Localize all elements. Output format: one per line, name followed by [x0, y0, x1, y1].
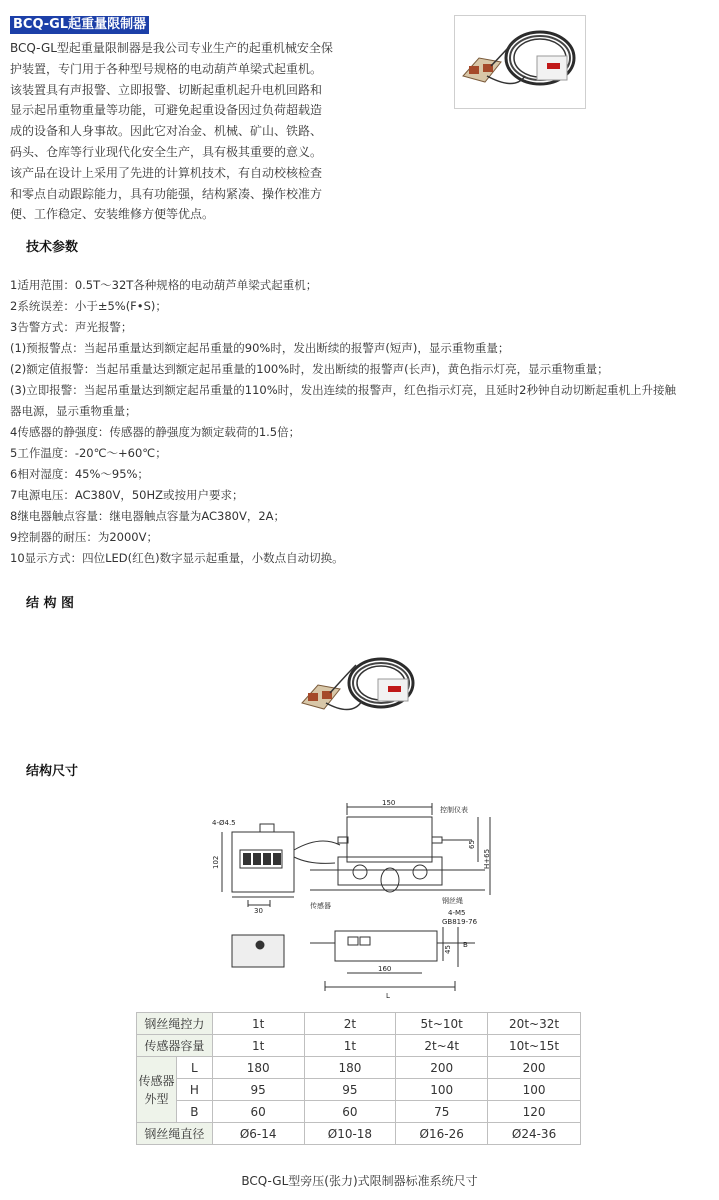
drawing-label: H+65	[483, 848, 491, 869]
table-row	[137, 1057, 581, 1079]
table-cell-dim: L	[176, 1057, 212, 1079]
section-heading-dimensions: 结构尺寸	[26, 764, 79, 779]
param-line: 8继电器触点容量：继电器触点容量为AC380V，2A；	[10, 509, 286, 523]
drawing-label: L	[386, 992, 390, 1000]
intro-line: 该产品在设计上采用了先进的计算机技术，有自动校核检查	[10, 165, 323, 180]
drawing-label: 150	[382, 799, 396, 807]
intro-line: 成的设备和人身事故。因此它对冶金、机械、矿山、铁路、	[10, 124, 323, 139]
drawing-label: 4-Ø4.5	[212, 819, 236, 827]
intro-line: 和零点自动跟踪能力，具有功能强，结构紧凑、操作校准方	[10, 186, 323, 201]
intro-line: 便、工作稳定、安装维修方便等优点。	[10, 207, 215, 222]
param-line: 7电源电压：AC380V，50HZ或按用户要求；	[10, 488, 244, 502]
table-cell-label: 传感器外型	[137, 1057, 177, 1123]
table-cell-label: 钢丝绳直径	[137, 1123, 213, 1145]
table-cell: 100	[396, 1079, 488, 1101]
params-list	[10, 275, 715, 569]
table-cell: 75	[396, 1101, 488, 1123]
param-line: 2系统误差：小于±5%(F•S)；	[10, 299, 167, 313]
table-cell: Ø24-36	[488, 1123, 581, 1145]
intro-line: 该装置具有声报警、立即报警、切断起重机起升电机回路和	[10, 82, 323, 97]
table-cell: 2t	[304, 1013, 396, 1035]
table-caption: BCQ-GL型旁压(张力)式限制器标准系统尺寸	[241, 1174, 478, 1188]
param-line: 1适用范围：0.5T～32T各种规格的电动葫芦单梁式起重机；	[10, 278, 318, 292]
table-cell: Ø6-14	[212, 1123, 304, 1145]
table-cell: 180	[304, 1057, 396, 1079]
intro-line: 显示起吊重物重量等功能，可避免起重设备因过负荷超载造	[10, 103, 323, 118]
drawing-label: 102	[212, 855, 220, 869]
drawing-label: 传感器	[310, 902, 331, 910]
intro-line: BCQ-GL型起重量限制器是我公司专业生产的起重机械安全保	[10, 41, 333, 55]
param-line: (1)预报警点：当起吊重量达到额定起吊重量的90%时，发出断续的报警声(短声)，显示重物重量；	[10, 341, 510, 355]
drawing-label: GB819-76	[442, 918, 478, 926]
param-line: (2)额定值报警：当起吊重量达到额定起吊重量的100%时，发出断续的报警声(长声)，黄色指示灯亮，显示重物重量；	[10, 362, 609, 376]
table-cell: 5t~10t	[396, 1013, 488, 1035]
drawing-label: 45	[444, 945, 452, 954]
table-cell-label: 钢丝绳控力	[137, 1013, 213, 1035]
table-cell: 10t~15t	[488, 1035, 581, 1057]
product-photo-top	[454, 15, 586, 109]
drawing-label: B	[463, 941, 468, 949]
table-cell: Ø16-26	[396, 1123, 488, 1145]
section-heading-structure: 结 构 图	[26, 596, 75, 611]
param-line: 9控制器的耐压：为2000V；	[10, 530, 158, 544]
table-row	[137, 1013, 581, 1035]
table-cell-label: 传感器容量	[137, 1035, 213, 1057]
table-cell: 95	[212, 1079, 304, 1101]
drawing-label: 30	[254, 907, 263, 915]
param-line: 4传感器的静强度：传感器的静强度为额定载荷的1.5倍；	[10, 425, 301, 439]
param-line: 5工作温度：-20℃～+60℃；	[10, 446, 167, 460]
drawing-label: 控制仪表	[440, 806, 468, 814]
drawing-label: 钢丝绳	[442, 897, 463, 905]
page-title: BCQ-GL起重量限制器	[10, 16, 149, 34]
drawing-label: 4-M5	[448, 909, 466, 917]
table-row	[137, 1123, 581, 1145]
section-heading-params: 技术参数	[26, 240, 79, 255]
table-cell: 60	[304, 1101, 396, 1123]
param-line: 10显示方式：四位LED(红色)数字显示起重量，小数点自动切换。	[10, 551, 344, 565]
table-cell-dim: B	[176, 1101, 212, 1123]
table-cell: 2t~4t	[396, 1035, 488, 1057]
param-line: (3)立即报警：当起吊重量达到额定起吊重量的110%时，发出连续的报警声，红色指示灯亮，且延时2秒钟自动切断起重机上升接触	[10, 383, 676, 397]
table-cell: 60	[212, 1101, 304, 1123]
param-line: 6相对湿度：45%～95%；	[10, 467, 149, 481]
param-line: 器电源，显示重物重量；	[10, 404, 137, 418]
table-cell: 120	[488, 1101, 581, 1123]
table-row	[137, 1079, 581, 1101]
dimension-drawing	[210, 795, 510, 1005]
table-cell: 200	[396, 1057, 488, 1079]
table-cell: 200	[488, 1057, 581, 1079]
drawing-label: 160	[378, 965, 392, 973]
product-photo-structure	[296, 645, 426, 727]
intro-line: 码头、仓库等行业现代化安全生产，具有极其重要的意义。	[10, 144, 323, 159]
drawing-label: 65	[468, 840, 476, 849]
table-cell: 1t	[212, 1035, 304, 1057]
table-cell: 100	[488, 1079, 581, 1101]
table-cell: 1t	[212, 1013, 304, 1035]
table-row	[137, 1101, 581, 1123]
table-cell: 180	[212, 1057, 304, 1079]
table-cell: 95	[304, 1079, 396, 1101]
spec-table	[136, 1012, 581, 1145]
table-cell: 20t~32t	[488, 1013, 581, 1035]
table-cell: 1t	[304, 1035, 396, 1057]
table-cell-dim: H	[176, 1079, 212, 1101]
table-cell: Ø10-18	[304, 1123, 396, 1145]
param-line: 3告警方式：声光报警；	[10, 320, 133, 334]
intro-line: 护装置，专门用于各种型号规格的电动葫芦单梁式起重机。	[10, 61, 323, 76]
table-row	[137, 1035, 581, 1057]
intro-paragraph	[10, 38, 340, 225]
